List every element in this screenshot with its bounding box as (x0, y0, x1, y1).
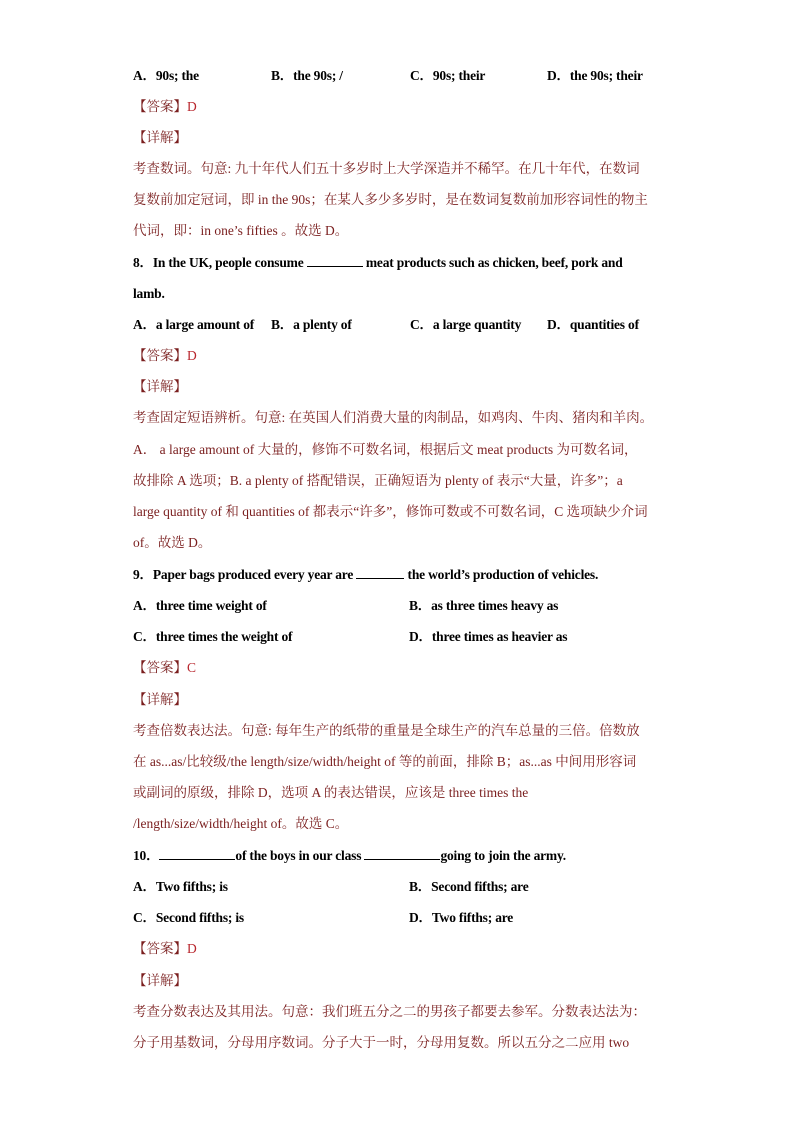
q8-detail-label: 【详解】 (133, 379, 187, 394)
q9-exp-line-2: 在 as...as/比较级/the length/size/width/height of 等的前面，排除 B；as...as 中间用形容词 (133, 754, 637, 769)
q9-answer (133, 658, 196, 678)
q7-option-a: A．90s; the (133, 68, 199, 83)
q10-detail-label: 【详解】 (133, 973, 187, 988)
answer-label: 【答案】 (133, 941, 187, 956)
answer-value: D (187, 941, 197, 956)
q8-option-a: A．a large amount of (133, 317, 255, 332)
q8-option-b: B．a plenty of (271, 317, 352, 332)
q10-blank-1 (159, 846, 235, 860)
q7-option-d: D．the 90s; their (547, 68, 643, 83)
q10-exp-line-1: 考查分数表达及其用法。句意：我们班五分之二的男孩子都要去参军。分数表达法为： (133, 1004, 646, 1019)
answer-value: D (187, 348, 197, 363)
q10-option-d: D．Two fifths; are (409, 910, 514, 925)
q8-exp-line-2: A． a large amount of 大量的，修饰不可数名词，根据后文 meat products 为可数名词， (133, 442, 638, 457)
q7-option-c: C．90s; their (410, 68, 486, 83)
answer-value: C (187, 660, 197, 675)
q10-exp-line-2: 分子用基数词，分母用序数词。分子大于一时，分母用复数。所以五分之二应用 two (133, 1035, 630, 1050)
q9-detail-label: 【详解】 (133, 692, 187, 707)
q9-exp-line-4: /length/size/width/height of。故选 C。 (133, 816, 349, 831)
q10-answer (133, 939, 197, 959)
q8-stem (133, 253, 623, 273)
q7-exp-line-2: 复数前加定冠词，即 in the 90s；在某人多少多岁时，是在数词复数前加形容词性的物主 (133, 192, 648, 207)
q8-answer (133, 346, 197, 366)
q10-stem-part-2: of the boys in our class (235, 848, 362, 863)
q7-exp-line-1: 考查数词。句意: 九十年代人们五十多岁时上大学深造并不稀罕。在几十年代，在数词 (133, 161, 640, 176)
q8-option-d: D．quantities of (547, 317, 639, 332)
q10-stem-part-3: going to join the army. (440, 848, 566, 863)
q7-option-b: B．the 90s; / (271, 68, 343, 83)
q10-stem (133, 846, 566, 866)
q9-option-d: D．three times as heavier as (409, 629, 568, 644)
answer-value: D (187, 99, 197, 114)
q10-option-c: C．Second fifths; is (133, 910, 244, 925)
q8-exp-line-3: 故排除 A 选项；B. a plenty of 搭配错误，正确短语为 plenty of 表示“大量，许多”；a (133, 473, 623, 488)
q9-stem (133, 565, 598, 585)
answer-label: 【答案】 (133, 348, 187, 363)
q8-stem-part-1: 8．In the UK, people consume (133, 255, 304, 270)
q9-blank (356, 565, 404, 579)
q9-stem-part-2: the world’s production of vehicles. (407, 567, 599, 582)
q10-stem-part-1: 10． (133, 848, 160, 863)
q8-exp-line-4: large quantity of 和 quantities of 都表示“许多”，修饰可数或不可数名词，C 选项缺少介词 (133, 504, 648, 519)
answer-label: 【答案】 (133, 99, 187, 114)
q7-answer (133, 97, 197, 117)
q9-exp-line-1: 考查倍数表达法。句意: 每年生产的纸带的重量是全球生产的汽车总量的三倍。倍数放 (133, 723, 640, 738)
q7-detail-label: 【详解】 (133, 130, 187, 145)
q9-exp-line-3: 或副词的原级，排除 D，选项 A 的表达错误，应该是 three times the (133, 785, 529, 800)
q10-blank-2 (364, 846, 440, 860)
answer-label: 【答案】 (133, 660, 187, 675)
q7-exp-line-3: 代词，即：in one’s fifties 。故选 D。 (133, 223, 349, 238)
q9-option-a: A．three time weight of (133, 598, 267, 613)
q9-stem-part-1: 9．Paper bags produced every year are (133, 567, 354, 582)
q10-option-a: A．Two fifths; is (133, 879, 228, 894)
q8-option-c: C．a large quantity (410, 317, 522, 332)
q8-blank (307, 253, 363, 267)
q8-exp-line-5: of。故选 D。 (133, 535, 212, 550)
q8-exp-line-1: 考查固定短语辨析。句意: 在英国人们消费大量的肉制品，如鸡肉、牛肉、猪肉和羊肉。 (133, 410, 654, 425)
q8-stem-part-2: meat products such as chicken, beef, pork and (365, 255, 623, 270)
q10-option-b: B．Second fifths; are (409, 879, 529, 894)
q8-stem-cont: lamb. (133, 286, 165, 301)
q9-option-c: C．three times the weight of (133, 629, 293, 644)
q9-option-b: B．as three times heavy as (409, 598, 559, 613)
